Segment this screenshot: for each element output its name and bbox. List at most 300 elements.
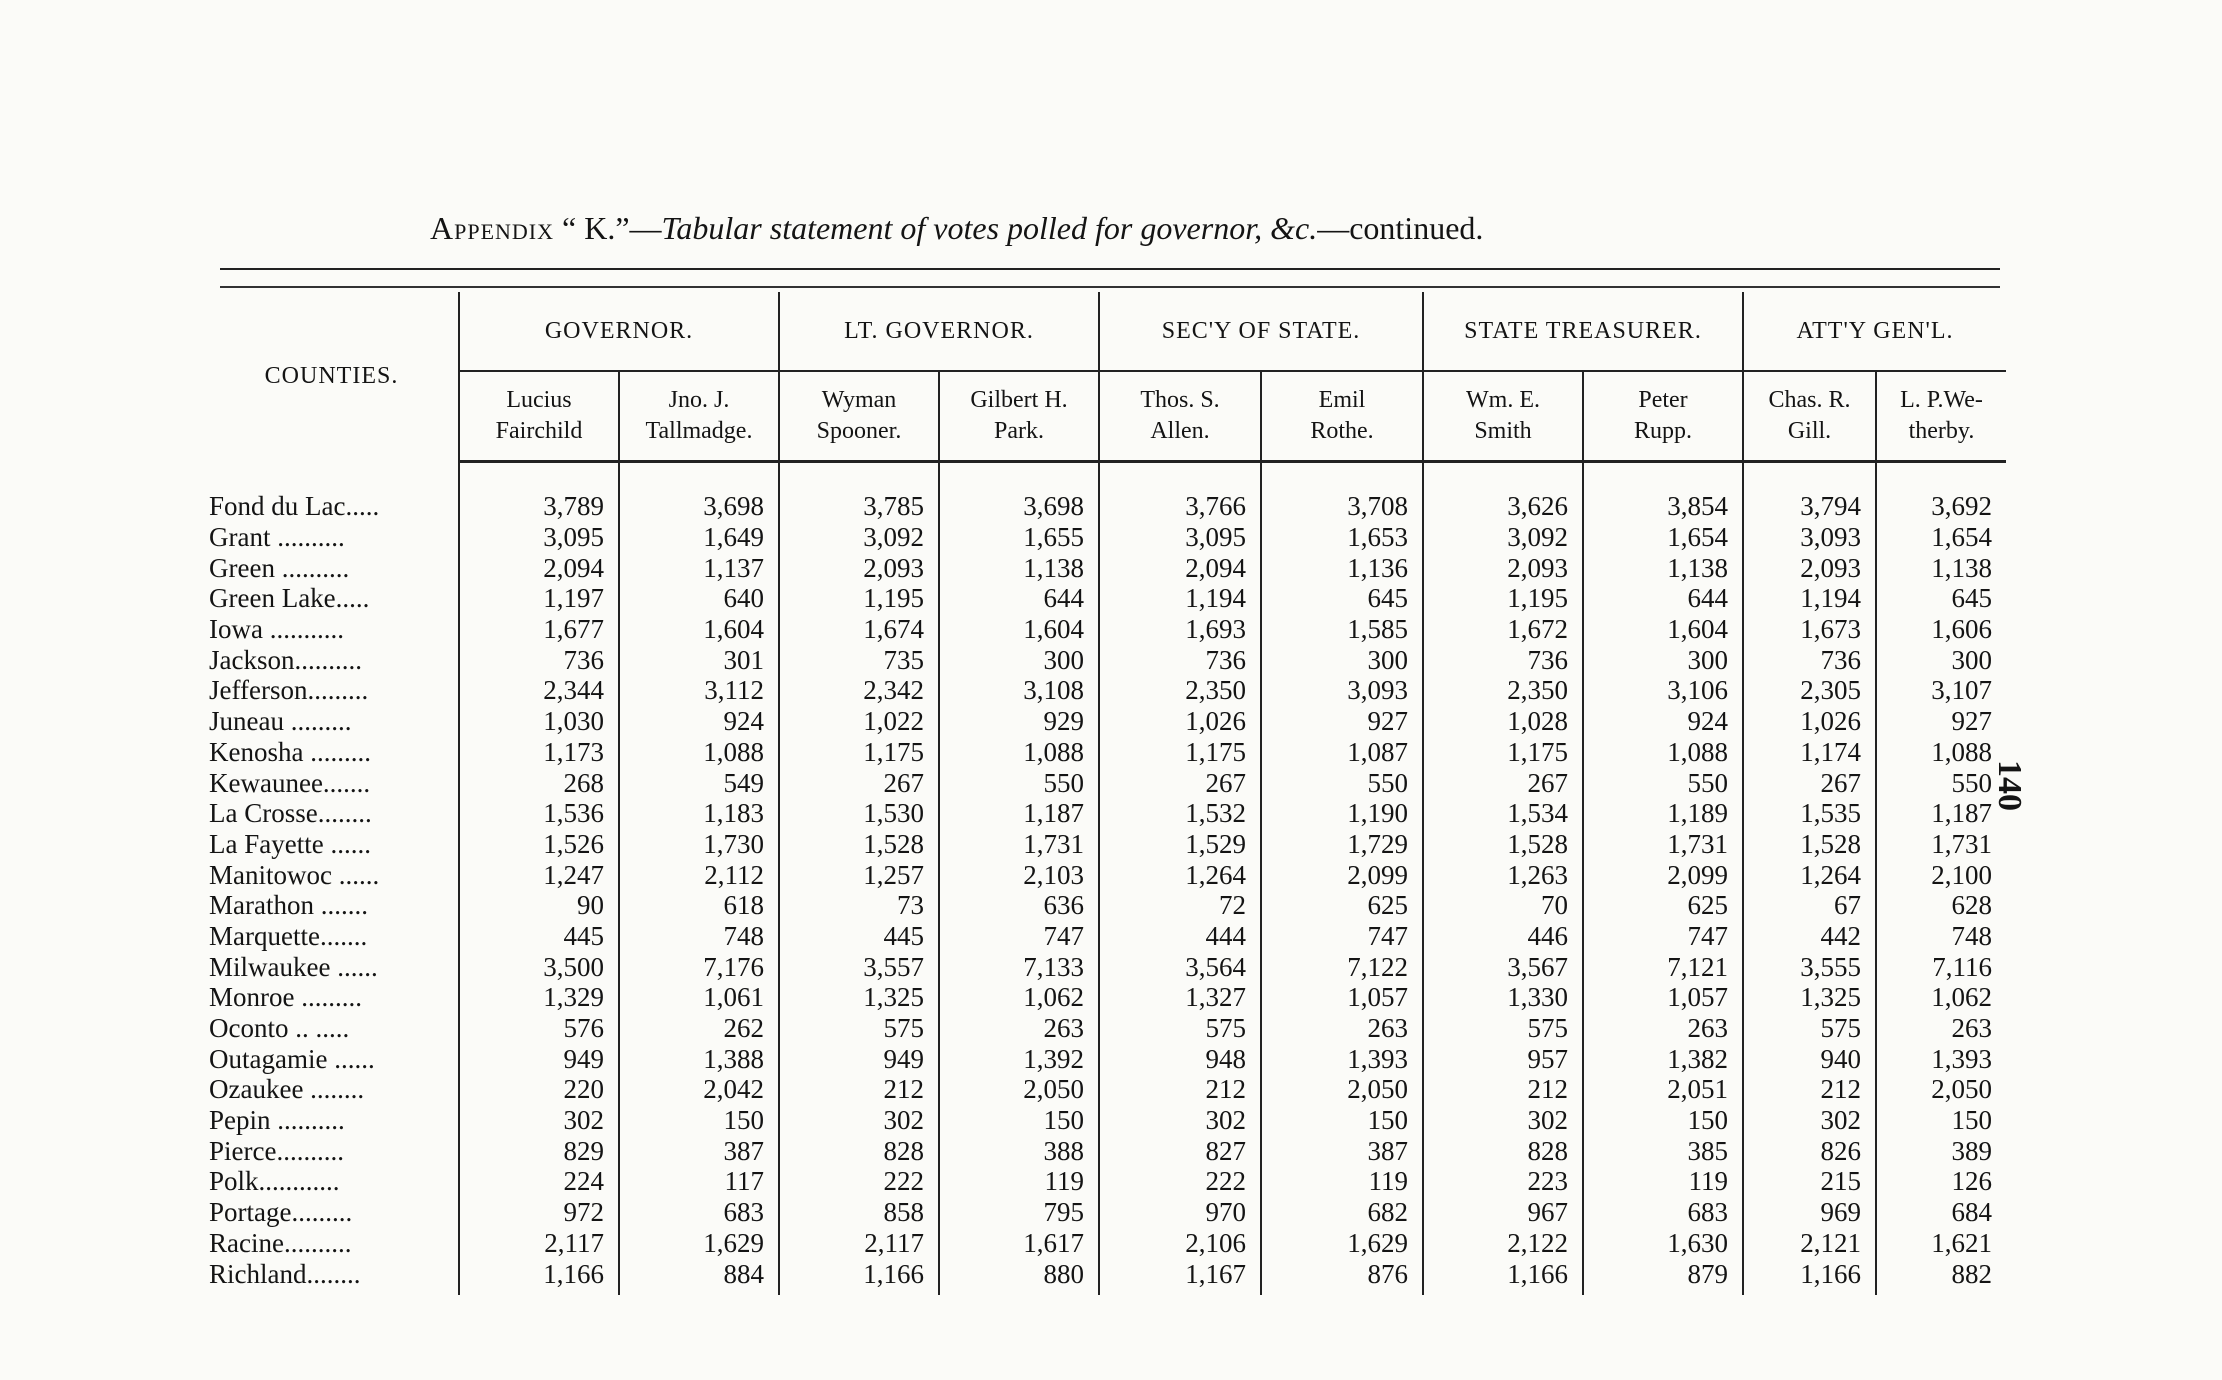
- county-name: Green ..........: [209, 552, 350, 583]
- vote-cell: 263: [1876, 1013, 2006, 1044]
- vote-cell: 927: [1261, 706, 1423, 737]
- vote-cell: 212: [1099, 1074, 1261, 1105]
- vote-cell: 1,166: [459, 1258, 619, 1295]
- candidate-header: Thos. S. Allen.: [1099, 371, 1261, 462]
- vote-cell: 150: [939, 1105, 1099, 1136]
- vote-cell: 924: [1583, 706, 1743, 737]
- vote-cell: 1,030: [459, 706, 619, 737]
- vote-cell: 119: [1583, 1166, 1743, 1197]
- vote-cell: 1,189: [1583, 798, 1743, 829]
- candidate-header: L. P.We- therby.: [1876, 371, 2006, 462]
- vote-cell: 1,190: [1261, 798, 1423, 829]
- candidate-header: Peter Rupp.: [1583, 371, 1743, 462]
- vote-cell: 747: [939, 921, 1099, 952]
- vote-cell: 1,194: [1743, 583, 1876, 614]
- vote-cell: 1,175: [779, 737, 939, 768]
- vote-cell: 7,176: [619, 951, 779, 982]
- vote-cell: 1,585: [1261, 614, 1423, 645]
- table-row: [205, 921, 2006, 952]
- vote-cell: 3,112: [619, 675, 779, 706]
- vote-cell: 72: [1099, 890, 1261, 921]
- county-name: Portage.........: [209, 1197, 353, 1228]
- county-name: La Fayette ......: [209, 828, 371, 859]
- vote-cell: 1,729: [1261, 829, 1423, 860]
- title-dash: —: [629, 210, 662, 246]
- vote-cell: 3,093: [1261, 675, 1423, 706]
- vote-cell: 3,766: [1099, 491, 1261, 522]
- vote-cell: 1,731: [939, 829, 1099, 860]
- vote-cell: 645: [1261, 583, 1423, 614]
- vote-cell: 2,342: [779, 675, 939, 706]
- vote-cell: 302: [459, 1105, 619, 1136]
- vote-cell: 828: [779, 1135, 939, 1166]
- vote-cell: 575: [1099, 1013, 1261, 1044]
- vote-cell: 1,194: [1099, 583, 1261, 614]
- vote-cell: 3,555: [1743, 951, 1876, 982]
- vote-cell: 1,247: [459, 859, 619, 890]
- vote-cell: 1,693: [1099, 614, 1261, 645]
- vote-cell: 1,175: [1099, 737, 1261, 768]
- vote-cell: 550: [1583, 767, 1743, 798]
- county-name: Oconto .. .....: [209, 1013, 350, 1044]
- vote-cell: 645: [1876, 583, 2006, 614]
- table-row: [205, 829, 2006, 860]
- table-row: [205, 583, 2006, 614]
- vote-cell: 1,673: [1743, 614, 1876, 645]
- vote-cell: 1,173: [459, 737, 619, 768]
- county-name: Kenosha .........: [209, 736, 371, 767]
- vote-cell: 829: [459, 1135, 619, 1166]
- vote-cell: 1,264: [1743, 859, 1876, 890]
- table-row: [205, 1135, 2006, 1166]
- vote-cell: 1,138: [939, 552, 1099, 583]
- vote-cell: 1,382: [1583, 1043, 1743, 1074]
- vote-cell: 949: [459, 1043, 619, 1074]
- vote-cell: 748: [1876, 921, 2006, 952]
- vote-cell: 222: [1099, 1166, 1261, 1197]
- vote-cell: 1,730: [619, 829, 779, 860]
- table-row: [205, 767, 2006, 798]
- vote-cell: 2,305: [1743, 675, 1876, 706]
- vote-cell: 1,530: [779, 798, 939, 829]
- table-row: [205, 1013, 2006, 1044]
- vote-cell: 1,062: [1876, 982, 2006, 1013]
- vote-cell: 1,393: [1261, 1043, 1423, 1074]
- vote-cell: 3,108: [939, 675, 1099, 706]
- vote-cell: 300: [1261, 644, 1423, 675]
- vote-cell: 220: [459, 1074, 619, 1105]
- page-number: 140: [1991, 760, 2028, 811]
- vote-cell: 957: [1423, 1043, 1583, 1074]
- vote-cell: 267: [1743, 767, 1876, 798]
- vote-cell: 748: [619, 921, 779, 952]
- vote-cell: 267: [1099, 767, 1261, 798]
- vote-cell: 1,062: [939, 982, 1099, 1013]
- vote-cell: 1,026: [1099, 706, 1261, 737]
- vote-cell: 747: [1583, 921, 1743, 952]
- county-name: Pepin ..........: [209, 1105, 345, 1136]
- vote-cell: 827: [1099, 1135, 1261, 1166]
- candidate-header: Lucius Fairchild: [459, 371, 619, 462]
- vote-cell: 3,095: [459, 522, 619, 553]
- vote-cell: 150: [619, 1105, 779, 1136]
- table-row: [205, 1105, 2006, 1136]
- vote-cell: 3,092: [1423, 522, 1583, 553]
- vote-cell: 1,195: [1423, 583, 1583, 614]
- vote-cell: 628: [1876, 890, 2006, 921]
- vote-cell: 550: [1876, 767, 2006, 798]
- vote-cell: 1,264: [1099, 859, 1261, 890]
- vote-cell: 224: [459, 1166, 619, 1197]
- vote-cell: 117: [619, 1166, 779, 1197]
- county-name: Racine..........: [209, 1227, 352, 1258]
- vote-cell: 223: [1423, 1166, 1583, 1197]
- vote-cell: 1,087: [1261, 737, 1423, 768]
- vote-cell: 2,099: [1583, 859, 1743, 890]
- vote-cell: 302: [1423, 1105, 1583, 1136]
- vote-cell: 970: [1099, 1197, 1261, 1228]
- candidate-header: Wm. E. Smith: [1423, 371, 1583, 462]
- vote-cell: 1,532: [1099, 798, 1261, 829]
- vote-cell: 1,174: [1743, 737, 1876, 768]
- table-row: [205, 614, 2006, 645]
- vote-cell: 2,112: [619, 859, 779, 890]
- vote-cell: 1,138: [1583, 552, 1743, 583]
- table-row: [205, 798, 2006, 829]
- vote-cell: 1,187: [939, 798, 1099, 829]
- vote-cell: 263: [1261, 1013, 1423, 1044]
- page-title: [430, 210, 1790, 247]
- vote-cell: 385: [1583, 1135, 1743, 1166]
- vote-cell: 387: [1261, 1135, 1423, 1166]
- vote-cell: 1,166: [779, 1258, 939, 1295]
- vote-cell: 7,122: [1261, 951, 1423, 982]
- vote-cell: 2,099: [1261, 859, 1423, 890]
- vote-cell: 1,057: [1583, 982, 1743, 1013]
- vote-cell: 1,731: [1876, 829, 2006, 860]
- vote-cell: 736: [1099, 644, 1261, 675]
- vote-cell: 972: [459, 1197, 619, 1228]
- vote-cell: 3,698: [619, 491, 779, 522]
- vote-cell: 1,655: [939, 522, 1099, 553]
- vote-cell: 1,197: [459, 583, 619, 614]
- vote-cell: 736: [1743, 644, 1876, 675]
- vote-cell: 2,344: [459, 675, 619, 706]
- vote-cell: 879: [1583, 1258, 1743, 1295]
- vote-cell: 1,604: [1583, 614, 1743, 645]
- vote-cell: 684: [1876, 1197, 2006, 1228]
- vote-cell: 302: [779, 1105, 939, 1136]
- vote-cell: 2,050: [939, 1074, 1099, 1105]
- vote-cell: 747: [1261, 921, 1423, 952]
- vote-cell: 735: [779, 644, 939, 675]
- vote-cell: 3,708: [1261, 491, 1423, 522]
- table-row: [205, 1043, 2006, 1074]
- vote-cell: 644: [1583, 583, 1743, 614]
- vote-cell: 1,325: [1743, 982, 1876, 1013]
- vote-cell: 929: [939, 706, 1099, 737]
- vote-cell: 1,183: [619, 798, 779, 829]
- vote-cell: 1,057: [1261, 982, 1423, 1013]
- vote-cell: 1,529: [1099, 829, 1261, 860]
- vote-cell: 119: [939, 1166, 1099, 1197]
- vote-cell: 3,106: [1583, 675, 1743, 706]
- vote-cell: 2,103: [939, 859, 1099, 890]
- vote-cell: 1,528: [1743, 829, 1876, 860]
- county-name: Richland........: [209, 1258, 361, 1289]
- vote-cell: 2,117: [779, 1228, 939, 1259]
- office-header: SEC'Y OF STATE.: [1099, 292, 1423, 371]
- vote-cell: 3,698: [939, 491, 1099, 522]
- vote-cell: 625: [1583, 890, 1743, 921]
- vote-cell: 1,388: [619, 1043, 779, 1074]
- vote-cell: 927: [1876, 706, 2006, 737]
- vote-cell: 7,121: [1583, 951, 1743, 982]
- vote-cell: 222: [779, 1166, 939, 1197]
- title-italic: Tabular statement of votes polled for governor, &c.: [661, 210, 1318, 246]
- vote-cell: 1,535: [1743, 798, 1876, 829]
- county-name: La Crosse........: [209, 798, 372, 829]
- vote-cell: 263: [939, 1013, 1099, 1044]
- vote-cell: 682: [1261, 1197, 1423, 1228]
- vote-cell: 67: [1743, 890, 1876, 921]
- vote-cell: 549: [619, 767, 779, 798]
- county-name: Jackson..........: [209, 644, 362, 675]
- vote-cell: 3,107: [1876, 675, 2006, 706]
- county-name: Manitowoc ......: [209, 859, 380, 890]
- table-row: [205, 1228, 2006, 1259]
- vote-cell: 126: [1876, 1166, 2006, 1197]
- table-row: [205, 737, 2006, 768]
- vote-cell: 150: [1583, 1105, 1743, 1136]
- vote-cell: 940: [1743, 1043, 1876, 1074]
- vote-cell: 1,088: [1583, 737, 1743, 768]
- table-row: [205, 522, 2006, 553]
- vote-cell: 1,621: [1876, 1228, 2006, 1259]
- county-name: Marquette.......: [209, 920, 368, 951]
- vote-cell: 215: [1743, 1166, 1876, 1197]
- office-header: GOVERNOR.: [459, 292, 779, 371]
- table-row: [205, 859, 2006, 890]
- vote-cell: 1,257: [779, 859, 939, 890]
- vote-cell: 2,121: [1743, 1228, 1876, 1259]
- vote-cell: 1,026: [1743, 706, 1876, 737]
- vote-cell: 300: [939, 644, 1099, 675]
- vote-cell: 2,042: [619, 1074, 779, 1105]
- table-row: [205, 675, 2006, 706]
- vote-cell: 3,692: [1876, 491, 2006, 522]
- vote-cell: 858: [779, 1197, 939, 1228]
- vote-cell: 2,117: [459, 1228, 619, 1259]
- vote-cell: 1,263: [1423, 859, 1583, 890]
- vote-cell: 302: [1743, 1105, 1876, 1136]
- vote-cell: 212: [779, 1074, 939, 1105]
- vote-cell: 2,093: [1423, 552, 1583, 583]
- vote-cell: 1,061: [619, 982, 779, 1013]
- vote-cell: 3,095: [1099, 522, 1261, 553]
- vote-cell: 1,677: [459, 614, 619, 645]
- vote-cell: 1,195: [779, 583, 939, 614]
- vote-cell: 1,393: [1876, 1043, 2006, 1074]
- table-row: [205, 491, 2006, 522]
- vote-cell: 150: [1876, 1105, 2006, 1136]
- vote-cell: 683: [1583, 1197, 1743, 1228]
- vote-cell: 1,166: [1743, 1258, 1876, 1295]
- title-suffix: —continued.: [1317, 210, 1484, 246]
- vote-cell: 1,604: [939, 614, 1099, 645]
- candidate-header: Jno. J. Tallmadge.: [619, 371, 779, 462]
- vote-cell: 1,329: [459, 982, 619, 1013]
- counties-header: COUNTIES.: [264, 363, 399, 390]
- county-name: Polk............: [209, 1166, 340, 1197]
- vote-cell: 3,854: [1583, 491, 1743, 522]
- vote-cell: 1,617: [939, 1228, 1099, 1259]
- vote-cell: 644: [939, 583, 1099, 614]
- vote-cell: 1,630: [1583, 1228, 1743, 1259]
- vote-cell: 3,626: [1423, 491, 1583, 522]
- vote-cell: 949: [779, 1043, 939, 1074]
- vote-cell: 1,175: [1423, 737, 1583, 768]
- vote-cell: 2,094: [1099, 552, 1261, 583]
- title-letter: “ K.”: [562, 210, 630, 246]
- vote-cell: 736: [459, 644, 619, 675]
- vote-cell: 90: [459, 890, 619, 921]
- county-name: Jefferson.........: [209, 675, 369, 706]
- vote-cell: 1,136: [1261, 552, 1423, 583]
- vote-cell: 3,557: [779, 951, 939, 982]
- vote-cell: 2,350: [1099, 675, 1261, 706]
- vote-cell: 967: [1423, 1197, 1583, 1228]
- vote-cell: 1,088: [619, 737, 779, 768]
- vote-cell: 444: [1099, 921, 1261, 952]
- vote-cell: 3,785: [779, 491, 939, 522]
- vote-cell: 1,022: [779, 706, 939, 737]
- vote-cell: 1,138: [1876, 552, 2006, 583]
- vote-cell: 268: [459, 767, 619, 798]
- vote-cell: 880: [939, 1258, 1099, 1295]
- vote-cell: 7,116: [1876, 951, 2006, 982]
- vote-cell: 300: [1876, 644, 2006, 675]
- vote-cell: 1,654: [1876, 522, 2006, 553]
- county-name: Outagamie ......: [209, 1043, 375, 1074]
- vote-cell: 3,093: [1743, 522, 1876, 553]
- vote-cell: 445: [459, 921, 619, 952]
- vote-cell: 1,649: [619, 522, 779, 553]
- table-row: [205, 1197, 2006, 1228]
- vote-cell: 2,106: [1099, 1228, 1261, 1259]
- vote-cell: 3,794: [1743, 491, 1876, 522]
- vote-cell: 1,528: [1423, 829, 1583, 860]
- table-row: [205, 1074, 2006, 1105]
- vote-cell: 618: [619, 890, 779, 921]
- vote-cell: 446: [1423, 921, 1583, 952]
- vote-cell: 1,330: [1423, 982, 1583, 1013]
- county-name: Kewaunee.......: [209, 767, 371, 798]
- vote-cell: 212: [1423, 1074, 1583, 1105]
- vote-cell: 2,122: [1423, 1228, 1583, 1259]
- candidate-header: Gilbert H. Park.: [939, 371, 1099, 462]
- vote-cell: 1,629: [1261, 1228, 1423, 1259]
- vote-cell: 3,500: [459, 951, 619, 982]
- vote-cell: 73: [779, 890, 939, 921]
- vote-cell: 575: [1423, 1013, 1583, 1044]
- vote-cell: 1,654: [1583, 522, 1743, 553]
- vote-cell: 826: [1743, 1135, 1876, 1166]
- vote-cell: 884: [619, 1258, 779, 1295]
- vote-cell: 1,088: [939, 737, 1099, 768]
- candidate-header: Emil Rothe.: [1261, 371, 1423, 462]
- vote-cell: 3,567: [1423, 951, 1583, 982]
- table-row: [205, 982, 2006, 1013]
- vote-cell: 1,674: [779, 614, 939, 645]
- vote-cell: 1,325: [779, 982, 939, 1013]
- vote-cell: 267: [1423, 767, 1583, 798]
- vote-cell: 1,536: [459, 798, 619, 829]
- vote-cell: 3,564: [1099, 951, 1261, 982]
- vote-cell: 2,050: [1876, 1074, 2006, 1105]
- vote-cell: 1,672: [1423, 614, 1583, 645]
- vote-cell: 948: [1099, 1043, 1261, 1074]
- vote-cell: 2,094: [459, 552, 619, 583]
- vote-cell: 575: [1743, 1013, 1876, 1044]
- table-row: [205, 890, 2006, 921]
- candidate-header: Chas. R. Gill.: [1743, 371, 1876, 462]
- vote-cell: 262: [619, 1013, 779, 1044]
- vote-cell: 2,093: [779, 552, 939, 583]
- vote-cell: 389: [1876, 1135, 2006, 1166]
- vote-cell: 2,100: [1876, 859, 2006, 890]
- vote-cell: 1,392: [939, 1043, 1099, 1074]
- table-row: [205, 706, 2006, 737]
- vote-cell: 550: [1261, 767, 1423, 798]
- vote-cell: 442: [1743, 921, 1876, 952]
- office-header: LT. GOVERNOR.: [779, 292, 1099, 371]
- vote-cell: 1,604: [619, 614, 779, 645]
- county-name: Iowa ...........: [209, 614, 344, 645]
- county-name: Marathon .......: [209, 890, 368, 921]
- vote-cell: 576: [459, 1013, 619, 1044]
- table-row: [205, 1166, 2006, 1197]
- vote-cell: 876: [1261, 1258, 1423, 1295]
- vote-cell: 302: [1099, 1105, 1261, 1136]
- vote-cell: 3,092: [779, 522, 939, 553]
- vote-cell: 1,653: [1261, 522, 1423, 553]
- vote-cell: 1,137: [619, 552, 779, 583]
- vote-cell: 387: [619, 1135, 779, 1166]
- vote-cell: 683: [619, 1197, 779, 1228]
- vote-cell: 636: [939, 890, 1099, 921]
- vote-cell: 2,050: [1261, 1074, 1423, 1105]
- vote-cell: 150: [1261, 1105, 1423, 1136]
- vote-cell: 1,088: [1876, 737, 2006, 768]
- vote-cell: 1,528: [779, 829, 939, 860]
- vote-cell: 1,731: [1583, 829, 1743, 860]
- vote-cell: 625: [1261, 890, 1423, 921]
- office-header: STATE TREASURER.: [1423, 292, 1743, 371]
- vote-cell: 882: [1876, 1258, 2006, 1295]
- county-name: Juneau .........: [209, 706, 352, 737]
- title-prefix: Appendix: [430, 210, 555, 246]
- county-name: Grant ..........: [209, 522, 345, 553]
- vote-cell: 263: [1583, 1013, 1743, 1044]
- vote-cell: 2,051: [1583, 1074, 1743, 1105]
- vote-cell: 1,534: [1423, 798, 1583, 829]
- vote-cell: 119: [1261, 1166, 1423, 1197]
- table-row: [205, 1258, 2006, 1295]
- vote-cell: 1,166: [1423, 1258, 1583, 1295]
- county-name: Fond du Lac.....: [209, 491, 380, 522]
- vote-cell: 1,187: [1876, 798, 2006, 829]
